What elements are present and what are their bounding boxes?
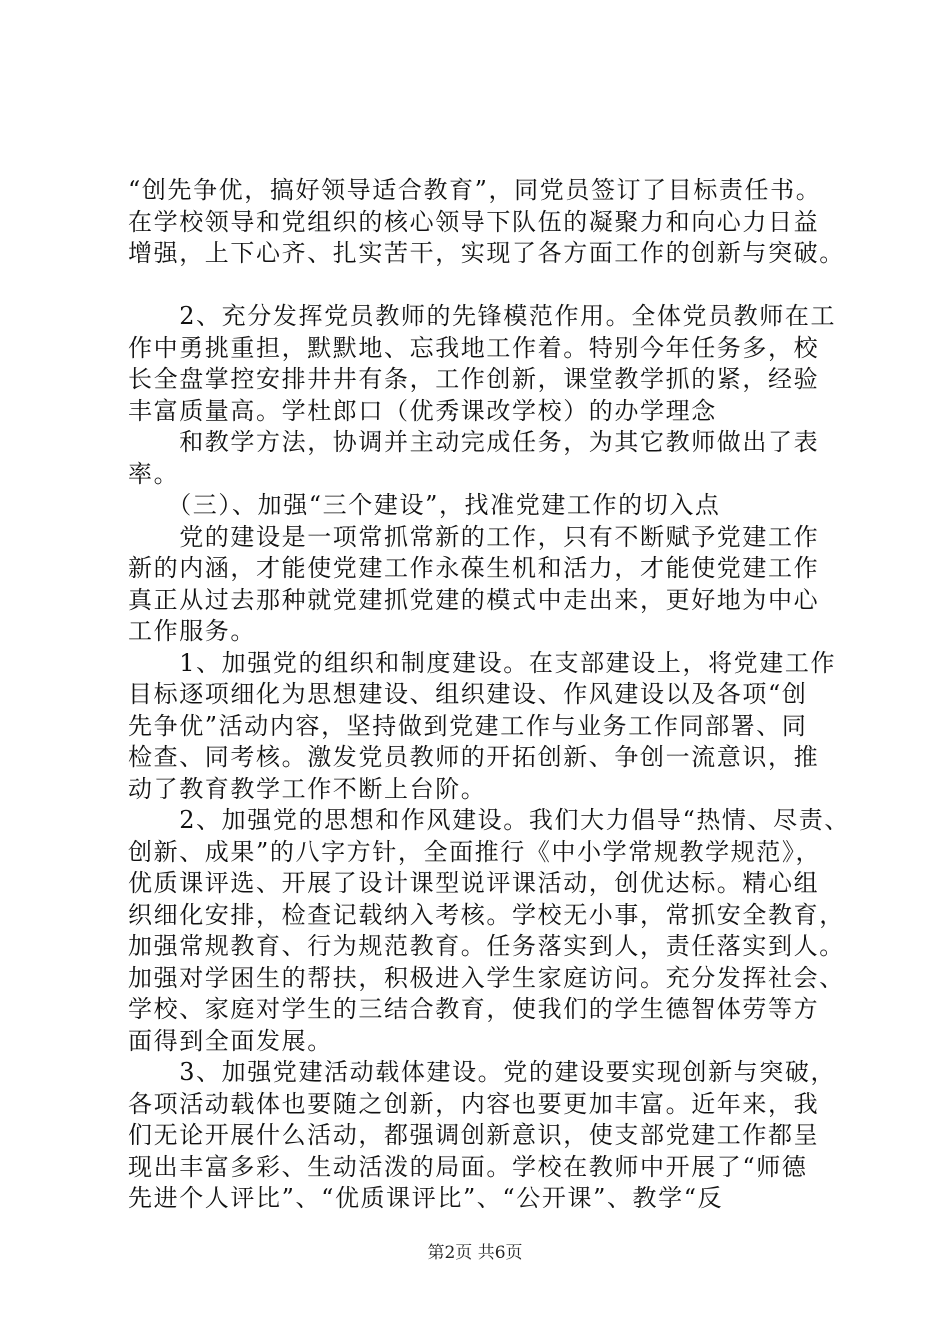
text-line: 增强，上下心齐、扎实苦干，实现了各方面工作的创新与突破。 xyxy=(128,239,845,267)
blank-line xyxy=(128,270,853,302)
text-line: 1、加强党的组织和制度建设。在支部建设上，将党建工作 xyxy=(128,648,837,677)
text-line: 创新、成果”的八字方针，全面推行《中小学常规教学规范》， xyxy=(128,837,822,866)
text-line: 2、充分发挥党员教师的先锋模范作用。全体党员教师在工 xyxy=(128,302,837,330)
text-line: 学校、家庭对学生的三结合教育，使我们的学生德智体劳等方 xyxy=(128,995,820,1023)
text-line: 检查、同考核。激发党员教师的开拓创新、争创一流意识，推 xyxy=(128,743,820,771)
text-line: “创先争优，搞好领导适合教育”，同党员签订了目标责任书。 xyxy=(128,176,822,204)
text-line: 长全盘掌控安排井井有条，工作创新，课堂教学抓的紧，经验 xyxy=(128,365,820,393)
section-heading: （三）、加强“三个建设”，找准党建工作的切入点 xyxy=(128,491,721,519)
page-number-footer: 第2页 共6页 xyxy=(427,1243,523,1263)
text-line: 作中勇挑重担，默默地、忘我地工作着。特别今年任务多，校 xyxy=(128,333,820,362)
text-line: 动了教育教学工作不断上台阶。 xyxy=(128,774,487,803)
text-line: 先进个人评比”、“优质课评比”、“公开课”、教学“反 xyxy=(128,1184,724,1212)
text-line: 在学校领导和党组织的核心领导下队伍的凝聚力和向心力日益 xyxy=(128,207,820,236)
text-line: 加强常规教育、行为规范教育。任务落实到人，责任落实到人。 xyxy=(128,932,845,960)
text-line: 和教学方法，协调并主动完成任务，为其它教师做出了表 xyxy=(128,428,820,456)
text-line: 党的建设是一项常抓常新的工作，只有不断赋予党建工作 xyxy=(128,522,820,551)
text-line: 织细化安排，检查记载纳入考核。学校无小事，常抓安全教育， xyxy=(128,900,845,929)
text-line: 率。 xyxy=(128,459,180,488)
text-line: 加强对学困生的帮扶，积极进入学生家庭访问。充分发挥社会、 xyxy=(128,963,845,992)
text-line: 丰富质量高。学杜郎口（优秀课改学校）的办学理念 xyxy=(128,396,717,425)
text-line: 现出丰富多彩、生动活泼的局面。学校在教师中开展了“师德 xyxy=(128,1152,808,1181)
text-line: 新的内涵，才能使党建工作永葆生机和活力，才能使党建工作 xyxy=(128,554,820,582)
text-line: 先争优”活动内容，坚持做到党建工作与业务工作同部署、同 xyxy=(128,711,808,740)
document-body xyxy=(128,175,853,1215)
text-line: 2、加强党的思想和作风建设。我们大力倡导“热情、尽责、 xyxy=(128,806,850,834)
text-line: 工作服务。 xyxy=(128,617,256,645)
text-line: 3、加强党建活动载体建设。党的建设要实现创新与突破， xyxy=(128,1058,837,1086)
text-line: 真正从过去那种就党建抓党建的模式中走出来，更好地为中心 xyxy=(128,585,820,614)
text-line: 们无论开展什么活动，都强调创新意识，使支部党建工作都呈 xyxy=(128,1121,820,1149)
text-line: 各项活动载体也要随之创新，内容也要更加丰富。近年来，我 xyxy=(128,1089,820,1118)
text-line: 面得到全面发展。 xyxy=(128,1026,333,1055)
text-line: 优质课评选、开展了设计课型说评课活动，创优达标。精心组 xyxy=(128,869,820,897)
text-line: 目标逐项细化为思想建设、组织建设、作风建设以及各项“创 xyxy=(128,680,808,708)
